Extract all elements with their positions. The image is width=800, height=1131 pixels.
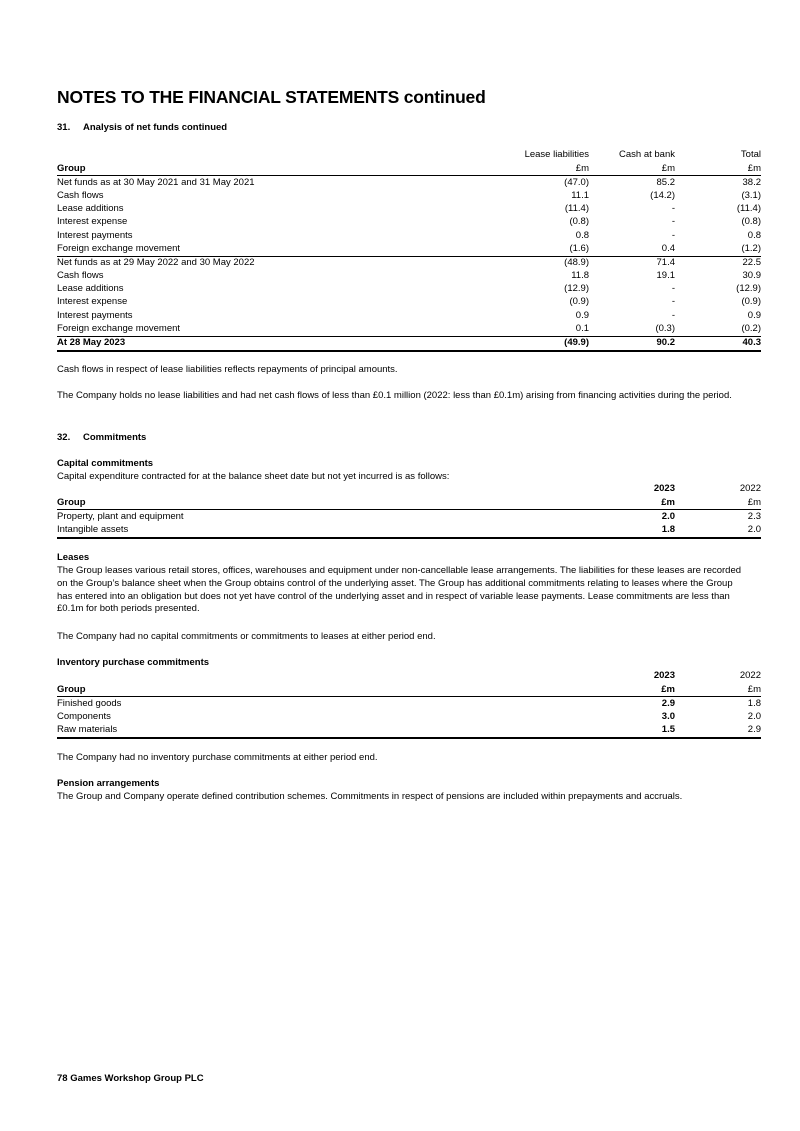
row-label: Foreign exchange movement: [57, 242, 181, 254]
row-value: -: [671, 296, 675, 308]
note-32-heading: [57, 432, 146, 445]
row-label: Net funds as at 29 May 2022 and 30 May 2022: [57, 256, 497, 270]
net-funds-column-headers: [57, 149, 761, 162]
row-value: 30.9: [742, 270, 761, 282]
unit-label: £m: [589, 162, 675, 176]
capital-commitments-heading: Capital commitments: [57, 458, 154, 469]
inventory-commitments-table: [57, 670, 761, 739]
row-label: Lease additions: [57, 283, 124, 295]
inventory-company-text: The Company had no inventory purchase commitments at either period end.: [57, 752, 378, 763]
row-value: -: [671, 283, 675, 295]
table-row: [57, 270, 761, 283]
row-value: 1.8: [747, 697, 761, 709]
row-value: (3.1): [741, 189, 761, 201]
row-value: (48.9): [497, 256, 589, 270]
row-value: (11.4): [736, 203, 761, 215]
page-footer: 78 Games Workshop Group PLC: [57, 1073, 204, 1084]
table-row: [57, 229, 761, 242]
row-value: (1.6): [569, 242, 589, 254]
net-funds-table: [57, 149, 761, 352]
row-value: 2.3: [747, 510, 761, 522]
pension-text: The Group and Company operate defined contribution schemes. Commitments in respect of pensions are included within prepayments and accruals.: [57, 791, 683, 802]
row-label: Interest payments: [57, 309, 133, 321]
inventory-commitments-heading: Inventory purchase commitments: [57, 657, 210, 668]
table-row: [57, 256, 761, 270]
leases-text: The Group leases various retail stores, offices, warehouses and equipment under non-cancellable lease arrangements. The liabilities for these leases are recorded on the Group’s balance sheet when the Group obtains control of the underlying asset. The Group has additional commitments relating to leases where the Group has entered into an obligation but does not yet have control of the underlying asset and in respect of variable lease payments. Lease commitments are less than £0.1m for both periods presented.: [57, 565, 742, 615]
note-32-number: 32.: [57, 432, 71, 443]
row-value: (0.8): [741, 216, 761, 228]
row-value: 40.3: [675, 336, 761, 351]
note-31-para-1: Cash flows in respect of lease liabilities reflects repayments of principal amounts.: [57, 364, 398, 375]
unit-label: £m: [675, 683, 761, 697]
row-value: -: [671, 203, 675, 215]
row-value: (0.3): [655, 322, 675, 334]
row-value: (49.9): [497, 336, 589, 351]
row-value: 19.1: [656, 270, 675, 282]
row-value: 0.1: [575, 322, 589, 334]
row-value: 0.8: [575, 229, 589, 241]
capital-commitments-table: [57, 483, 761, 539]
row-value: -: [671, 309, 675, 321]
row-label: Cash flows: [57, 189, 104, 201]
row-label: Interest payments: [57, 229, 133, 241]
row-value: 11.8: [571, 270, 589, 282]
row-label: Intangible assets: [57, 524, 589, 538]
leases-heading: Leases: [57, 552, 90, 563]
row-value: (12.9): [564, 283, 589, 295]
table-row: [57, 711, 761, 724]
row-label: Interest expense: [57, 296, 128, 308]
row-value: (0.8): [569, 216, 589, 228]
inventory-years-row: [57, 670, 761, 683]
row-value: (12.9): [736, 283, 761, 295]
note-32-title: Commitments: [83, 432, 147, 443]
row-value: -: [671, 216, 675, 228]
row-value: (1.2): [741, 242, 761, 254]
unit-label: £m: [675, 496, 761, 510]
row-value: 0.8: [747, 229, 761, 241]
row-value: -: [671, 229, 675, 241]
unit-label: £m: [675, 162, 761, 176]
row-value: (0.9): [569, 296, 589, 308]
row-label: Foreign exchange movement: [57, 322, 181, 334]
row-value: (0.9): [741, 296, 761, 308]
row-value: 11.1: [571, 189, 589, 201]
year-header: 2022: [739, 670, 761, 682]
table-row: [57, 524, 761, 538]
table-row: [57, 322, 761, 336]
row-value: 1.5: [589, 724, 675, 738]
row-value: 2.0: [661, 510, 675, 522]
row-label: At 28 May 2023: [57, 336, 497, 351]
table-row: [57, 203, 761, 216]
column-header: Lease liabilities: [524, 149, 589, 161]
table-row: [57, 190, 761, 203]
row-value: 90.2: [589, 336, 675, 351]
row-value: 2.9: [675, 724, 761, 738]
table-row: [57, 697, 761, 711]
year-header: 2022: [739, 483, 761, 495]
table-row: [57, 242, 761, 256]
table-row: [57, 176, 761, 190]
unit-label: £m: [497, 162, 589, 176]
group-label: Group: [57, 683, 589, 697]
row-value: 2.9: [661, 697, 675, 709]
table-row: [57, 336, 761, 351]
column-header: Cash at bank: [619, 149, 675, 161]
row-value: 3.0: [661, 710, 675, 722]
table-row: [57, 216, 761, 229]
unit-label: £m: [589, 496, 675, 510]
unit-label: £m: [589, 683, 675, 697]
row-value: 0.4: [661, 242, 675, 254]
row-value: 0.9: [575, 309, 589, 321]
capital-units-row: [57, 496, 761, 510]
table-row: [57, 309, 761, 322]
row-value: 0.9: [747, 309, 761, 321]
table-row: [57, 283, 761, 296]
row-value: (47.0): [564, 176, 589, 188]
row-value: 2.0: [675, 524, 761, 538]
column-header: Total: [740, 149, 761, 161]
inventory-units-row: [57, 683, 761, 697]
note-31-number: 31.: [57, 122, 71, 133]
row-value: 85.2: [656, 176, 675, 188]
capital-years-row: [57, 483, 761, 496]
row-value: 38.2: [742, 176, 761, 188]
year-header: 2023: [653, 483, 675, 495]
note-31-heading: [57, 122, 227, 135]
table-row: [57, 724, 761, 738]
table-row: [57, 296, 761, 309]
row-value: (14.2): [650, 189, 675, 201]
row-label: Interest expense: [57, 216, 128, 228]
group-label: Group: [57, 496, 589, 510]
pension-heading: Pension arrangements: [57, 778, 160, 789]
row-value: 71.4: [589, 256, 675, 270]
page-title: NOTES TO THE FINANCIAL STATEMENTS continued: [57, 87, 486, 107]
year-header: 2023: [653, 670, 675, 682]
note-31-title: Analysis of net funds continued: [83, 122, 228, 133]
net-funds-units-row: [57, 162, 761, 176]
group-label: Group: [57, 162, 497, 176]
row-label: Raw materials: [57, 724, 589, 738]
row-label: Property, plant and equipment: [57, 510, 184, 522]
row-value: (11.4): [564, 203, 589, 215]
row-label: Net funds as at 30 May 2021 and 31 May 2021: [57, 176, 255, 188]
row-label: Cash flows: [57, 270, 104, 282]
capital-commitments-intro: Capital expenditure contracted for at the balance sheet date but not yet incurred is as follows:: [57, 471, 450, 482]
leases-company-text: The Company had no capital commitments or commitments to leases at either period end.: [57, 631, 436, 642]
row-label: Lease additions: [57, 203, 124, 215]
row-value: 1.8: [589, 524, 675, 538]
row-label: Components: [57, 710, 111, 722]
table-row: [57, 510, 761, 524]
row-value: 2.0: [747, 710, 761, 722]
note-31-para-2: The Company holds no lease liabilities and had net cash flows of less than £0.1 million (2022: less than £0.1m) arising from financing activities during the period.: [57, 390, 732, 401]
row-value: 22.5: [675, 256, 761, 270]
row-label: Finished goods: [57, 697, 122, 709]
row-value: (0.2): [741, 322, 761, 334]
